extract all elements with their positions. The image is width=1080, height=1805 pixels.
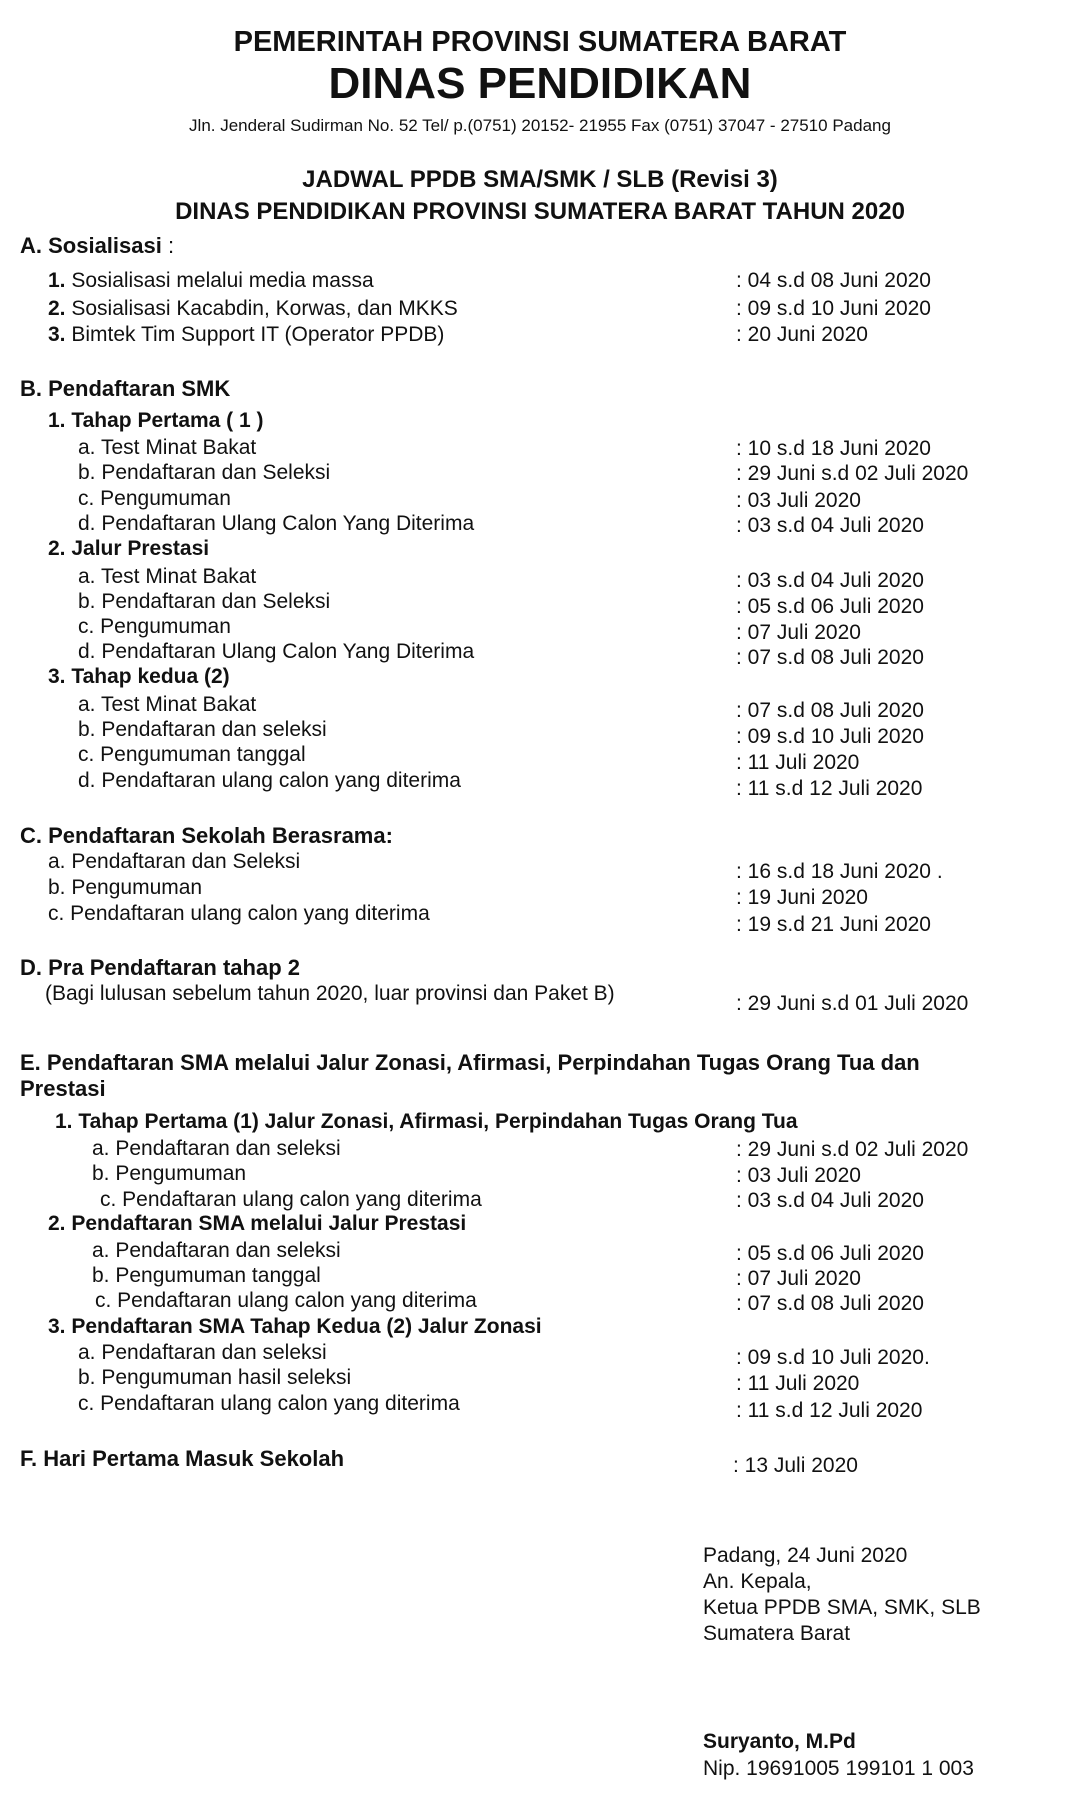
section-b-item-date: : 03 s.d 04 Juli 2020: [736, 569, 924, 592]
section-f-heading: F. Hari Pertama Masuk Sekolah: [20, 1446, 345, 1471]
section-b-heading: B. Pendaftaran SMK: [20, 376, 231, 401]
section-c-heading: C. Pendaftaran Sekolah Berasrama:: [20, 823, 393, 848]
section-b-item-label: b. Pendaftaran dan Seleksi: [78, 590, 331, 613]
section-b-item-label: a. Test Minat Bakat: [78, 693, 257, 716]
section-e-item-label: c. Pendaftaran ulang calon yang diterima: [95, 1289, 477, 1312]
section-e-item-date: : 03 Juli 2020: [736, 1164, 861, 1187]
signature-position-region: Sumatera Barat: [703, 1622, 851, 1645]
section-b-item-label: d. Pendaftaran ulang calon yang diterima: [78, 769, 461, 792]
section-a-heading: A. Sosialisasi :: [20, 233, 175, 258]
section-e-item-label: b. Pengumuman hasil seleksi: [78, 1366, 352, 1389]
section-a-item-label: 3. Bimtek Tim Support IT (Operator PPDB): [48, 323, 445, 346]
section-c-item-label: b. Pengumuman: [48, 876, 203, 899]
section-e-item-label: a. Pendaftaran dan seleksi: [92, 1137, 341, 1160]
section-e-item-label: c. Pendaftaran ulang calon yang diterima: [78, 1392, 460, 1415]
section-e-group-title: 2. Pendaftaran SMA melalui Jalur Prestasi: [48, 1212, 467, 1235]
section-e-heading: E. Pendaftaran SMA melalui Jalur Zonasi, Afirmasi, Perpindahan Tugas Orang Tua dan: [20, 1050, 920, 1075]
section-e-item-date: : 09 s.d 10 Juli 2020.: [736, 1346, 930, 1369]
section-c-item-label: c. Pendaftaran ulang calon yang diterima: [48, 902, 430, 925]
section-e-item-label: a. Pendaftaran dan seleksi: [78, 1341, 327, 1364]
section-b-item-label: c. Pengumuman: [78, 487, 231, 510]
signatory-name: Suryanto, M.Pd: [703, 1730, 856, 1753]
section-b-item-date: : 03 Juli 2020: [736, 489, 861, 512]
section-b-item-label: b. Pendaftaran dan seleksi: [78, 718, 327, 741]
section-a-item-label: 1. Sosialisasi melalui media massa: [48, 269, 374, 292]
section-b-group-title: 1. Tahap Pertama ( 1 ): [48, 409, 264, 432]
section-c-item-date: : 19 s.d 21 Juni 2020: [736, 913, 931, 936]
section-b-item-label: d. Pendaftaran Ulang Calon Yang Diterima: [78, 640, 475, 663]
section-b-item-label: a. Test Minat Bakat: [78, 565, 257, 588]
section-e-item-label: c. Pendaftaran ulang calon yang diterima: [100, 1188, 482, 1211]
section-a-item-date: : 09 s.d 10 Juni 2020: [736, 297, 931, 320]
section-b-group-title: 2. Jalur Prestasi: [48, 537, 210, 560]
section-e-group-title: 3. Pendaftaran SMA Tahap Kedua (2) Jalur Zonasi: [48, 1315, 542, 1338]
section-e-item-date: : 03 s.d 04 Juli 2020: [736, 1189, 924, 1212]
section-b-item-date: : 07 s.d 08 Juli 2020: [736, 646, 924, 669]
section-e-item-label: a. Pendaftaran dan seleksi: [92, 1239, 341, 1262]
section-b-item-date: : 11 s.d 12 Juli 2020: [736, 777, 923, 800]
section-c-item-label: a. Pendaftaran dan Seleksi: [48, 850, 301, 873]
agency-name: DINAS PENDIDIKAN: [328, 59, 752, 108]
section-e-heading-cont: Prestasi: [20, 1076, 106, 1101]
section-d-heading: D. Pra Pendaftaran tahap 2: [20, 955, 300, 980]
section-b-group-title: 3. Tahap kedua (2): [48, 665, 230, 688]
section-b-item-label: a. Test Minat Bakat: [78, 436, 257, 459]
schedule-subtitle: DINAS PENDIDIKAN PROVINSI SUMATERA BARAT TAHUN 2020: [175, 198, 905, 225]
section-a-item-label: 2. Sosialisasi Kacabdin, Korwas, dan MKKS: [48, 297, 458, 320]
section-b-item-date: : 07 Juli 2020: [736, 621, 861, 644]
section-b-item-label: c. Pengumuman: [78, 615, 231, 638]
agency-address: Jln. Jenderal Sudirman No. 52 Tel/ p.(0751) 20152- 21955 Fax (0751) 37047 - 27510 Padang: [189, 116, 891, 135]
section-b-item-date: : 10 s.d 18 Juni 2020: [736, 437, 931, 460]
section-e-item-label: b. Pengumuman: [92, 1162, 247, 1185]
section-b-item-date: : 03 s.d 04 Juli 2020: [736, 514, 924, 537]
section-e-item-date: : 05 s.d 06 Juli 2020: [736, 1242, 924, 1265]
section-c-item-date: : 16 s.d 18 Juni 2020 .: [736, 860, 943, 883]
section-e-item-date: : 29 Juni s.d 02 Juli 2020: [736, 1138, 969, 1161]
section-b-item-date: : 29 Juni s.d 02 Juli 2020: [736, 462, 969, 485]
section-e-item-date: : 11 s.d 12 Juli 2020: [736, 1399, 923, 1422]
section-b-item-date: : 07 s.d 08 Juli 2020: [736, 699, 924, 722]
section-b-item-date: : 05 s.d 06 Juli 2020: [736, 595, 924, 618]
signatory-nip: Nip. 19691005 199101 1 003: [703, 1757, 974, 1780]
section-f-date: : 13 Juli 2020: [733, 1454, 858, 1477]
section-a-item-date: : 20 Juni 2020: [736, 323, 868, 346]
section-e-group-title: 1. Tahap Pertama (1) Jalur Zonasi, Afirmasi, Perpindahan Tugas Orang Tua: [55, 1110, 798, 1133]
section-e-item-date: : 07 s.d 08 Juli 2020: [736, 1292, 924, 1315]
section-a-item-date: : 04 s.d 08 Juni 2020: [736, 269, 931, 292]
section-d-note: (Bagi lulusan sebelum tahun 2020, luar provinsi dan Paket B): [45, 982, 615, 1005]
section-e-item-label: b. Pengumuman tanggal: [92, 1264, 321, 1287]
section-d-date: : 29 Juni s.d 01 Juli 2020: [736, 992, 969, 1015]
section-b-item-label: c. Pengumuman tanggal: [78, 743, 306, 766]
schedule-title: JADWAL PPDB SMA/SMK / SLB (Revisi 3): [302, 166, 778, 193]
section-c-item-date: : 19 Juni 2020: [736, 886, 868, 909]
section-b-item-label: d. Pendaftaran Ulang Calon Yang Diterima: [78, 512, 475, 535]
signature-place-date: Padang, 24 Juni 2020: [703, 1544, 908, 1567]
signature-on-behalf: An. Kepala,: [703, 1570, 812, 1593]
section-e-item-date: : 11 Juli 2020: [736, 1372, 860, 1395]
signature-position: Ketua PPDB SMA, SMK, SLB: [703, 1596, 981, 1619]
section-b-item-date: : 09 s.d 10 Juli 2020: [736, 725, 924, 748]
government-name: PEMERINTAH PROVINSI SUMATERA BARAT: [233, 26, 847, 58]
section-e-item-date: : 07 Juli 2020: [736, 1267, 861, 1290]
section-b-item-date: : 11 Juli 2020: [736, 751, 860, 774]
section-b-item-label: b. Pendaftaran dan Seleksi: [78, 461, 331, 484]
